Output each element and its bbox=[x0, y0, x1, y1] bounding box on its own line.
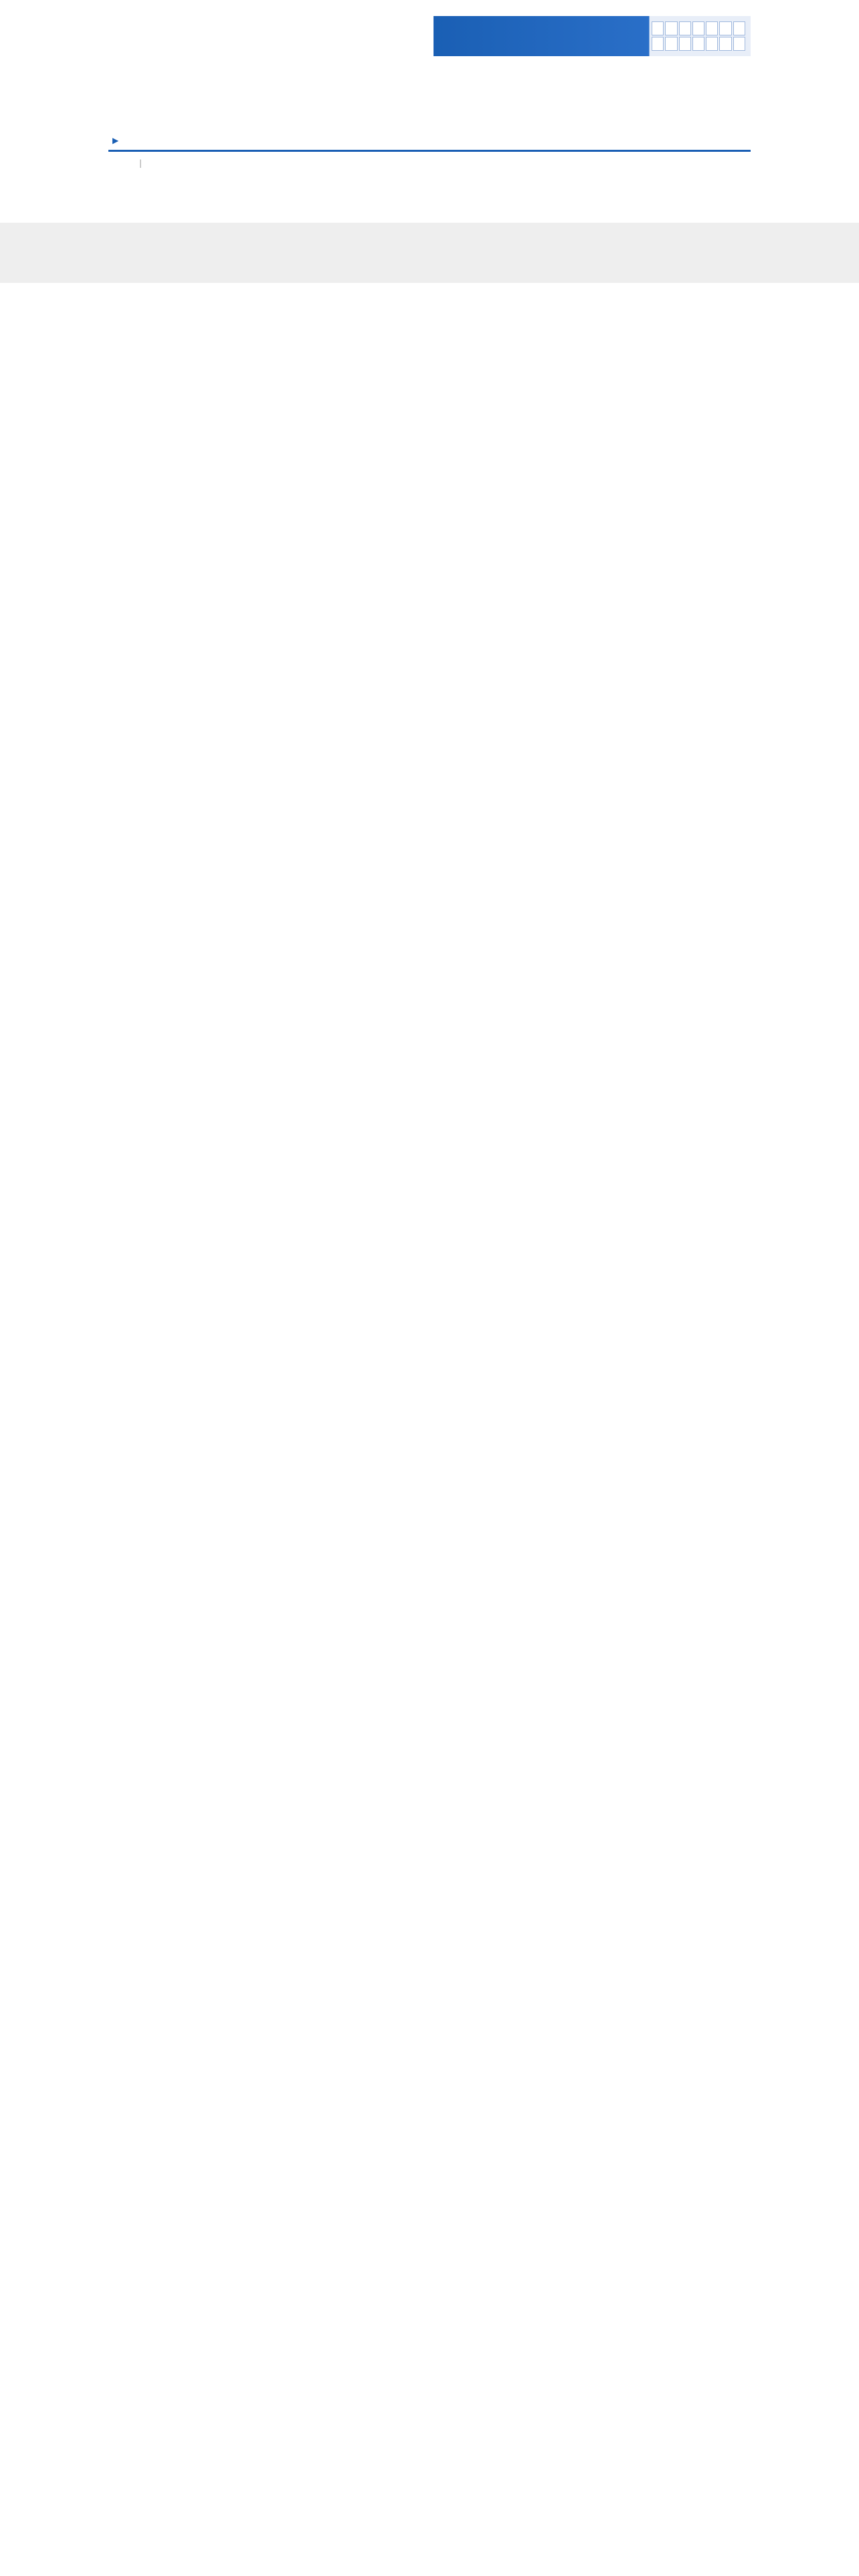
site-header bbox=[108, 0, 751, 53]
standings-thumbnail-icon bbox=[652, 21, 745, 51]
filter-bar bbox=[108, 152, 751, 173]
site-logo[interactable] bbox=[115, 16, 222, 35]
title-marker-icon: ▶ bbox=[112, 136, 119, 145]
filter-divider: | bbox=[139, 158, 142, 168]
ad-space bbox=[108, 53, 751, 130]
page-wrapper bbox=[108, 0, 751, 183]
blog-parts-banner[interactable] bbox=[434, 16, 751, 56]
site-footer bbox=[0, 223, 859, 283]
page-title bbox=[108, 132, 751, 152]
